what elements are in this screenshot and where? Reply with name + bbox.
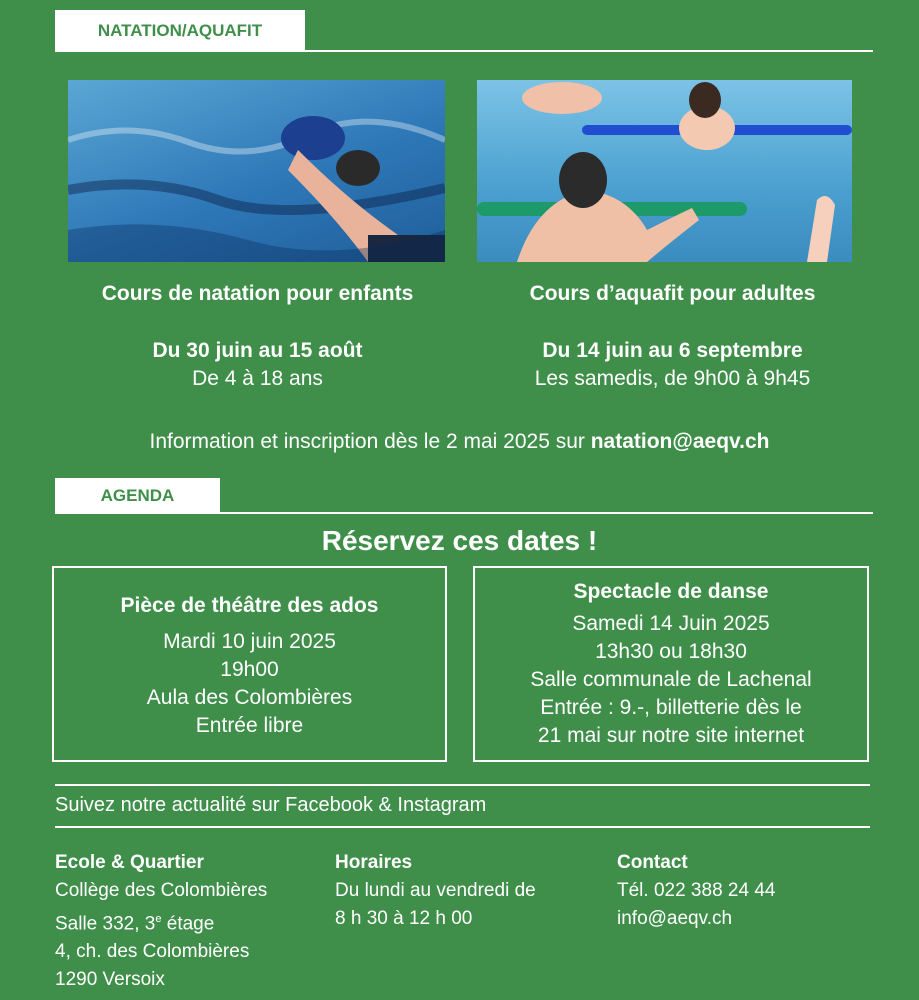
event-date: Samedi 14 Juin 2025 [572,612,770,635]
event-card-theatre [52,566,447,762]
natation-info-text: Information et inscription dès le 2 mai 2025 sur [149,430,591,453]
event-location: Aula des Colombières [146,686,353,709]
social-follow-text: Suivez notre actualité sur Facebook & Instagram [55,794,487,816]
natation-section-label: NATATION/AQUAFIT [97,21,263,40]
footer-hours-heading: Horaires [335,852,413,873]
event-date: Mardi 10 juin 2025 [163,630,336,653]
event-title: Spectacle de danse [573,580,769,603]
aquafit-adults-schedule: Les samedis, de 9h00 à 9h45 [534,367,811,390]
footer-school-heading: Ecole & Quartier [55,852,204,873]
natation-children-dates: Du 30 juin au 15 août [152,339,363,362]
footer-hours-times: 8 h 30 à 12 h 00 [335,908,473,929]
footer-school [55,849,267,994]
footer-contact-phone[interactable]: Tél. 022 388 24 44 [617,880,776,901]
aquafit-adults-dates: Du 14 juin au 6 septembre [542,339,803,362]
event-time: 13h30 ou 18h30 [595,640,747,663]
event-card-dance [473,566,869,762]
footer-hours [335,849,536,933]
natation-section-tab [55,10,305,52]
footer-contact-heading: Contact [617,852,688,873]
footer-school-street: 4, ch. des Colombières [55,941,250,963]
footer-school-line: Collège des Colombières [55,880,268,901]
footer-hours-days: Du lundi au vendredi de [335,880,536,901]
event-ticketing: 21 mai sur notre site internet [537,724,805,747]
swimmer-illustration [68,80,445,262]
aquafit-adults-title: Cours d’aquafit pour adultes [529,282,816,305]
agenda-headline: Réservez ces dates ! [321,525,598,556]
natation-children-ages: De 4 à 18 ans [192,367,323,390]
agenda-section-label: AGENDA [100,486,175,505]
social-top-rule [55,784,870,786]
aquafit-adults-photo [477,80,852,262]
footer-school-city: 1290 Versoix [55,969,165,991]
natation-info-line [0,430,919,454]
swimming-children-photo [68,80,445,262]
event-price: Entrée libre [195,714,304,737]
footer-contact-email[interactable]: info@aeqv.ch [617,908,733,929]
footer-school-room: Salle 332, 3e étage [55,913,215,935]
natation-email-link[interactable]: natation@aeqv.ch [590,430,770,453]
event-location: Salle communale de Lachenal [530,668,812,691]
aquafit-illustration [477,80,852,262]
footer-contact [617,849,775,933]
natation-children-title: Cours de natation pour enfants [101,282,414,305]
event-title: Pièce de théâtre des ados [120,594,379,617]
natation-section-rule [55,50,873,52]
event-price: Entrée : 9.-, billetterie dès le [540,696,802,719]
social-bottom-rule [55,826,870,828]
agenda-section-tab [55,478,220,514]
agenda-section-rule [55,512,873,514]
event-time: 19h00 [220,658,279,681]
